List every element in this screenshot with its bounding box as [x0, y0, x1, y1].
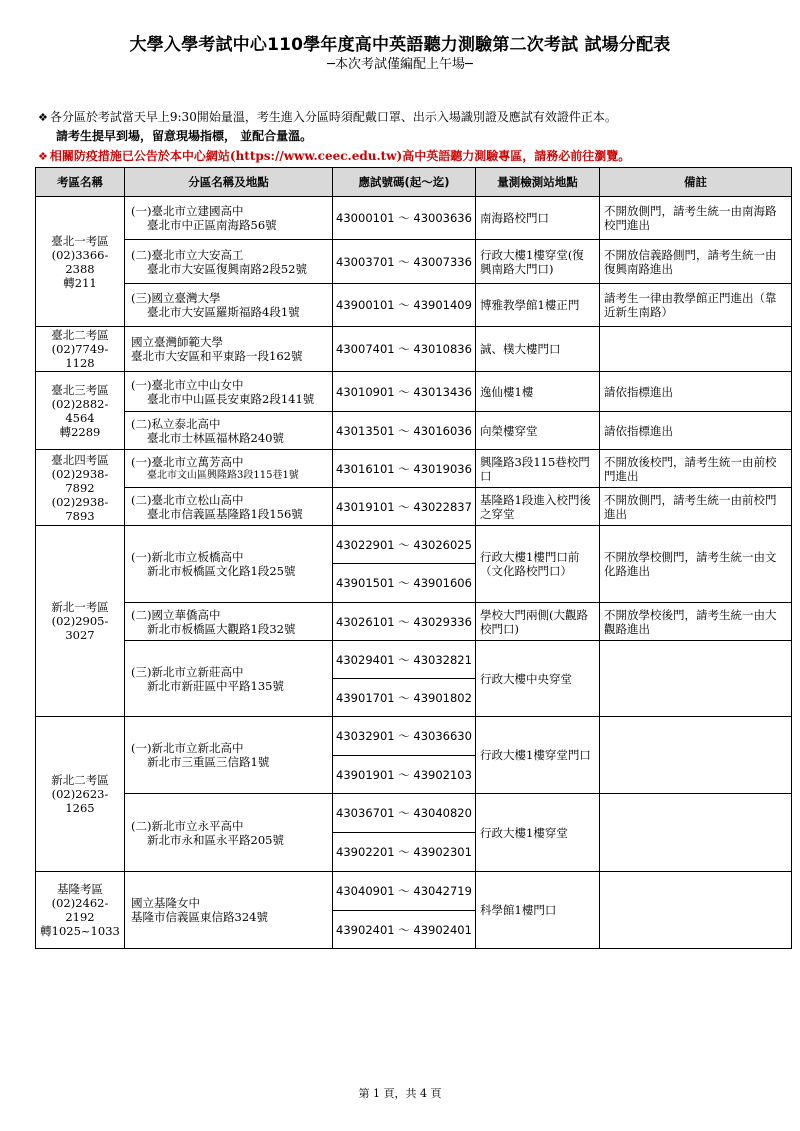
notice-website: ❖ 相關防疫措施已公告於本中心網站(https://www.ceec.edu.tw)高中英語聽力測驗專區，請務必前往瀏覽。: [38, 149, 631, 163]
range-cell: 43901901 ～ 43902103: [333, 756, 476, 794]
temp-cell: 行政大樓中央穿堂: [476, 641, 600, 717]
note-cell: 不開放信義路側門，請考生統一由復興南路進出: [600, 240, 792, 284]
site-cell: (二)私立泰北高中 臺北市士林區福林路240號: [125, 412, 333, 450]
note-cell: 不開放後校門，請考生統一由前校門進出: [600, 450, 792, 488]
range-cell: 43902401 ～ 43902401: [333, 911, 476, 949]
range-cell: 43019101 ～ 43022837: [333, 488, 476, 526]
note-cell: 請依指標進出: [600, 372, 792, 412]
range-cell: 43016101 ～ 43019036: [333, 450, 476, 488]
note-cell: [600, 872, 792, 949]
temp-cell: 向榮樓穿堂: [476, 412, 600, 450]
range-cell: 43010901 ～ 43013436: [333, 372, 476, 412]
range-cell: 43013501 ～ 43016036: [333, 412, 476, 450]
col-temp-station: 量測檢測站地點: [476, 168, 600, 197]
note-cell: 不開放側門，請考生統一由南海路校門進出: [600, 197, 792, 240]
temp-cell: 學校大門兩側(大觀路校門口): [476, 603, 600, 641]
col-range: 應試號碼(起～迄): [333, 168, 476, 197]
table-row: [36, 488, 792, 526]
area-cell: 臺北三考區 (02)2882-4564 轉2289: [36, 372, 125, 450]
table-row: [36, 794, 792, 833]
site-cell: (三)新北市立新莊高中 新北市新莊區中平路135號: [125, 641, 333, 717]
area-cell: 基隆考區 (02)2462-2192 轉1025~1033: [36, 872, 125, 949]
table-row: [36, 717, 792, 756]
site-cell: (一)新北市立板橋高中 新北市板橋區文化路1段25號: [125, 526, 333, 603]
temp-cell: 南海路校門口: [476, 197, 600, 240]
note-cell: 請依指標進出: [600, 412, 792, 450]
notice-arrive-early: 請考生提早到場，留意現場指標， 並配合量溫。: [56, 129, 313, 143]
table-row: [36, 412, 792, 450]
temp-cell: 博雅教學館1樓正門: [476, 284, 600, 327]
site-cell: (二)國立華僑高中 新北市板橋區大觀路1段32號: [125, 603, 333, 641]
site-cell: (一)臺北市立建國高中 臺北市中正區南海路56號: [125, 197, 333, 240]
area-cell: 新北一考區 (02)2905-3027: [36, 526, 125, 717]
seat-allocation-table: [35, 167, 792, 949]
col-site: 分區名稱及地點: [125, 168, 333, 197]
range-cell: 43901501 ～ 43901606: [333, 564, 476, 603]
note-cell: 請考生一律由教學館正門進出（靠近新生南路）: [600, 284, 792, 327]
table-row: [36, 641, 792, 679]
table-row: [36, 240, 792, 284]
area-cell: 臺北四考區 (02)2938-7892 (02)2938-7893: [36, 450, 125, 526]
table-row: [36, 372, 792, 412]
temp-cell: 科學館1樓門口: [476, 872, 600, 949]
table-row: [36, 450, 792, 488]
page-title: 大學入學考試中心110學年度高中英語聽力測驗第二次考試 試場分配表: [129, 35, 671, 55]
temp-cell: 基隆路1段進入校門後之穿堂: [476, 488, 600, 526]
table-row: [36, 526, 792, 564]
site-cell: (二)臺北市立大安高工 臺北市大安區復興南路2段52號: [125, 240, 333, 284]
table-row: [36, 872, 792, 911]
area-cell: 臺北二考區 (02)7749-1128: [36, 327, 125, 372]
range-cell: 43003701 ～ 43007336: [333, 240, 476, 284]
temp-cell: 誠、樸大樓門口: [476, 327, 600, 372]
table-row: [36, 197, 792, 240]
col-note: 備註: [600, 168, 792, 197]
bullet-icon: ❖: [38, 111, 48, 124]
note-cell: 不開放側門，請考生統一由前校門進出: [600, 488, 792, 526]
temp-cell: 行政大樓1樓穿堂門口: [476, 717, 600, 794]
range-cell: 43000101 ～ 43003636: [333, 197, 476, 240]
range-cell: 43900101 ～ 43901409: [333, 284, 476, 327]
notice-temperature: ❖ 各分區於考試當天早上9:30開始量溫，考生進入分區時須配戴口罩、出示入場識別證及應試有效證件正本。: [38, 110, 617, 124]
site-cell: (一)臺北市立中山女中 臺北市中山區長安東路2段141號: [125, 372, 333, 412]
area-cell: 新北二考區 (02)2623-1265: [36, 717, 125, 872]
range-cell: 43032901 ～ 43036630: [333, 717, 476, 756]
site-cell: 國立基隆女中 基隆市信義區東信路324號: [125, 872, 333, 949]
bullet-icon: ❖: [38, 150, 48, 163]
range-cell: 43036701 ～ 43040820: [333, 794, 476, 833]
note-cell: [600, 794, 792, 872]
range-cell: 43901701 ～ 43901802: [333, 679, 476, 717]
table-row: [36, 327, 792, 372]
temp-cell: 行政大樓1樓穿堂(復興南路大門口): [476, 240, 600, 284]
range-cell: 43026101 ～ 43029336: [333, 603, 476, 641]
area-cell: 臺北一考區 (02)3366-2388 轉211: [36, 197, 125, 327]
temp-cell: 興隆路3段115巷校門口: [476, 450, 600, 488]
range-cell: 43022901 ～ 43026025: [333, 526, 476, 564]
temp-cell: 逸仙樓1樓: [476, 372, 600, 412]
note-cell: [600, 641, 792, 717]
range-cell: 43902201 ～ 43902301: [333, 833, 476, 872]
range-cell: 43007401 ～ 43010836: [333, 327, 476, 372]
site-cell: (二)新北市立永平高中 新北市永和區永平路205號: [125, 794, 333, 872]
table-row: [36, 603, 792, 641]
range-cell: 43040901 ～ 43042719: [333, 872, 476, 911]
table-row: [36, 284, 792, 327]
note-cell: [600, 717, 792, 794]
col-area: 考區名稱: [36, 168, 125, 197]
site-cell: (二)臺北市立松山高中 臺北市信義區基隆路1段156號: [125, 488, 333, 526]
site-cell: 國立臺灣師範大學 臺北市大安區和平東路一段162號: [125, 327, 333, 372]
site-cell: (三)國立臺灣大學 臺北市大安區羅斯福路4段1號: [125, 284, 333, 327]
site-cell: (一)臺北市立萬芳高中 臺北市文山區興隆路3段115巷1號: [125, 450, 333, 488]
note-cell: [600, 327, 792, 372]
temp-cell: 行政大樓1樓穿堂: [476, 794, 600, 872]
page-subtitle: ─本次考試僅編配上午場─: [327, 57, 473, 72]
range-cell: 43029401 ～ 43032821: [333, 641, 476, 679]
table-header-row: [36, 168, 792, 197]
note-cell: 不開放學校側門，請考生統一由文化路進出: [600, 526, 792, 603]
temp-cell: 行政大樓1樓門口前 （文化路校門口）: [476, 526, 600, 603]
site-cell: (一)新北市立新北高中 新北市三重區三信路1號: [125, 717, 333, 794]
note-cell: 不開放學校後門，請考生統一由大觀路進出: [600, 603, 792, 641]
page-number: 第 1 頁，共 4 頁: [358, 1087, 442, 1100]
